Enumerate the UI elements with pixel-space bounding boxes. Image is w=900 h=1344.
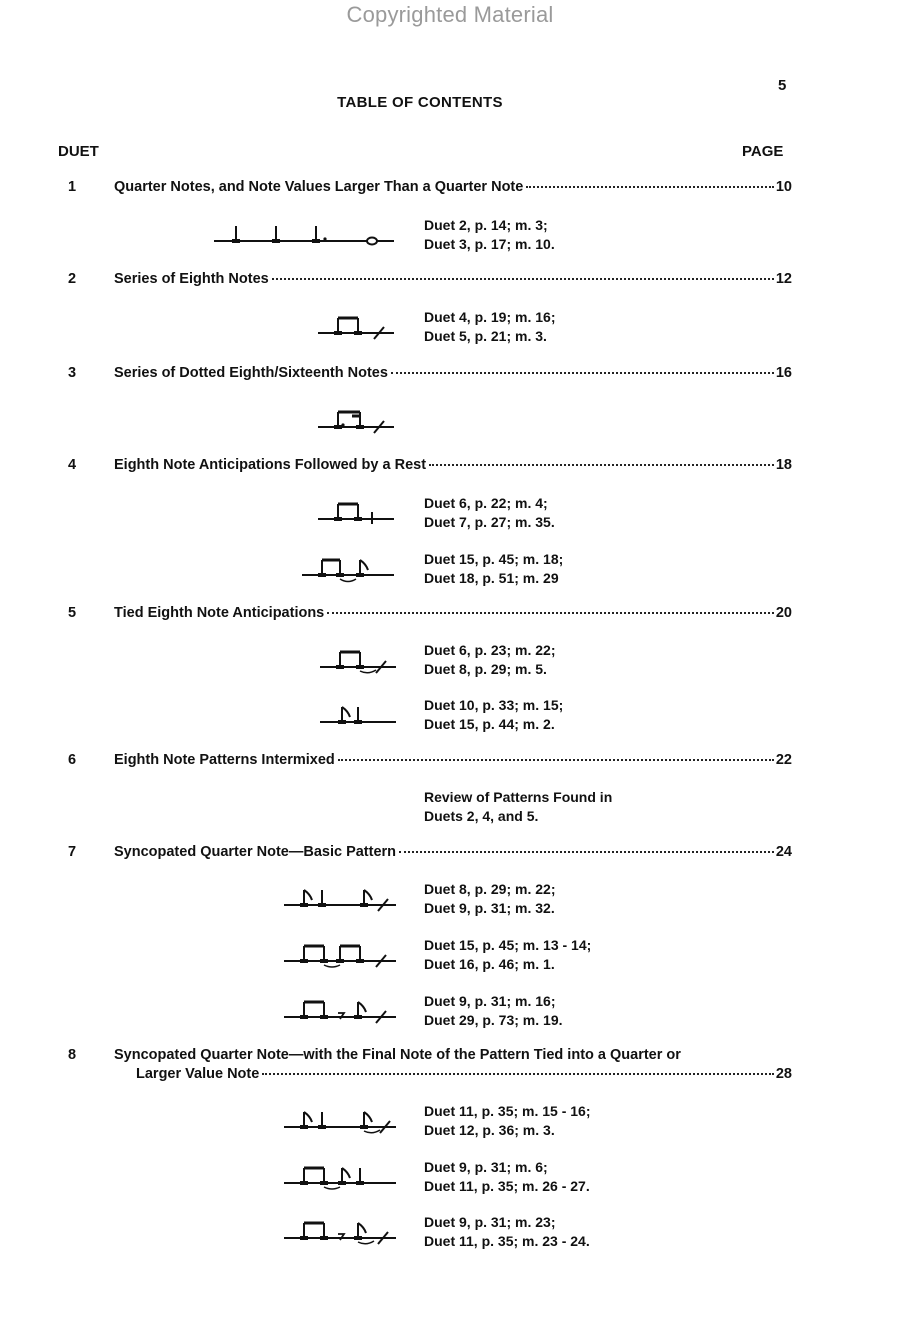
entry-page: 12 (775, 271, 792, 287)
rhythm-notation-icon (316, 498, 396, 528)
rhythm-notation-icon (300, 554, 396, 584)
rhythm-notation-icon (282, 1217, 398, 1247)
duet-number: 1 (68, 179, 77, 195)
entry-page: 28 (775, 1066, 792, 1082)
column-header-duet: DUET (58, 143, 99, 160)
duet-references: Duet 4, p. 19; m. 16; Duet 5, p. 21; m. 3. (424, 309, 556, 344)
page-number: 5 (778, 77, 787, 94)
copyright-watermark: Copyrighted Material (346, 2, 554, 27)
rhythm-notation-icon (318, 701, 398, 731)
dot-leader (327, 612, 774, 614)
dot-leader (338, 759, 774, 761)
duet-number: 7 (68, 844, 77, 860)
page-title: TABLE OF CONTENTS (337, 94, 503, 111)
review-note: Review of Patterns Found in Duets 2, 4, and 5. (424, 789, 613, 824)
rhythm-notation-icon (282, 996, 398, 1026)
entry-title: Series of Dotted Eighth/Sixteenth Notes (114, 365, 388, 381)
dot-leader (391, 372, 774, 374)
duet-number: 8 (68, 1047, 77, 1063)
duet-references: Duet 9, p. 31; m. 23; Duet 11, p. 35; m. 23 - 24. (424, 1214, 590, 1249)
entry-title-line1: Syncopated Quarter Note—with the Final Note of the Pattern Tied into a Quarter or (114, 1047, 681, 1063)
duet-references: Duet 9, p. 31; m. 16; Duet 29, p. 73; m. 19. (424, 993, 563, 1028)
duet-references: Duet 15, p. 45; m. 13 - 14; Duet 16, p. 46; m. 1. (424, 937, 592, 972)
dot-leader (272, 278, 774, 280)
entry-title: Series of Eighth Notes (114, 271, 269, 287)
entry-title: Eighth Note Patterns Intermixed (114, 752, 335, 768)
dot-leader (399, 851, 774, 853)
entry-page: 10 (775, 179, 792, 195)
dot-leader (262, 1073, 774, 1075)
entry-page: 20 (775, 605, 792, 621)
toc-entry (60, 1047, 792, 1087)
entry-page: 22 (775, 752, 792, 768)
entry-title-line2: Larger Value Note (136, 1066, 260, 1082)
duet-number: 2 (68, 271, 77, 287)
duet-number: 3 (68, 365, 77, 381)
rhythm-notation-icon (316, 312, 396, 342)
duet-references: Duet 15, p. 45; m. 18; Duet 18, p. 51; m. 29 (424, 551, 564, 586)
duet-references: Duet 2, p. 14; m. 3; Duet 3, p. 17; m. 10. (424, 217, 555, 252)
duet-references: Duet 9, p. 31; m. 6; Duet 11, p. 35; m. 26 - 27. (424, 1159, 590, 1194)
duet-number: 4 (68, 457, 77, 473)
rhythm-notation-icon (282, 1106, 398, 1136)
dot-leader (526, 186, 774, 188)
rhythm-notation-icon (282, 884, 398, 914)
rhythm-notation-icon (282, 1162, 398, 1192)
entry-page: 18 (775, 457, 792, 473)
rhythm-notation-icon (212, 220, 396, 250)
duet-references: Duet 6, p. 23; m. 22; Duet 8, p. 29; m. 5. (424, 642, 556, 677)
dot-leader (429, 464, 774, 466)
rhythm-notation-icon (282, 940, 398, 970)
duet-number: 6 (68, 752, 77, 768)
entry-page: 24 (775, 844, 792, 860)
entry-title: Quarter Notes, and Note Values Larger Than a Quarter Note (114, 179, 524, 195)
entry-title: Tied Eighth Note Anticipations (114, 605, 325, 621)
duet-references: Duet 10, p. 33; m. 15; Duet 15, p. 44; m. 2. (424, 697, 564, 732)
rhythm-notation-icon (316, 406, 396, 436)
entry-title: Syncopated Quarter Note—Basic Pattern (114, 844, 397, 860)
duet-references: Duet 6, p. 22; m. 4; Duet 7, p. 27; m. 35. (424, 495, 555, 530)
duet-number: 5 (68, 605, 77, 621)
entry-title: Eighth Note Anticipations Followed by a Rest (114, 457, 427, 473)
column-header-page: PAGE (742, 143, 784, 160)
duet-references: Duet 11, p. 35; m. 15 - 16; Duet 12, p. 36; m. 3. (424, 1103, 591, 1138)
duet-references: Duet 8, p. 29; m. 22; Duet 9, p. 31; m. 32. (424, 881, 556, 916)
rhythm-notation-icon (318, 646, 398, 676)
entry-page: 16 (775, 365, 792, 381)
